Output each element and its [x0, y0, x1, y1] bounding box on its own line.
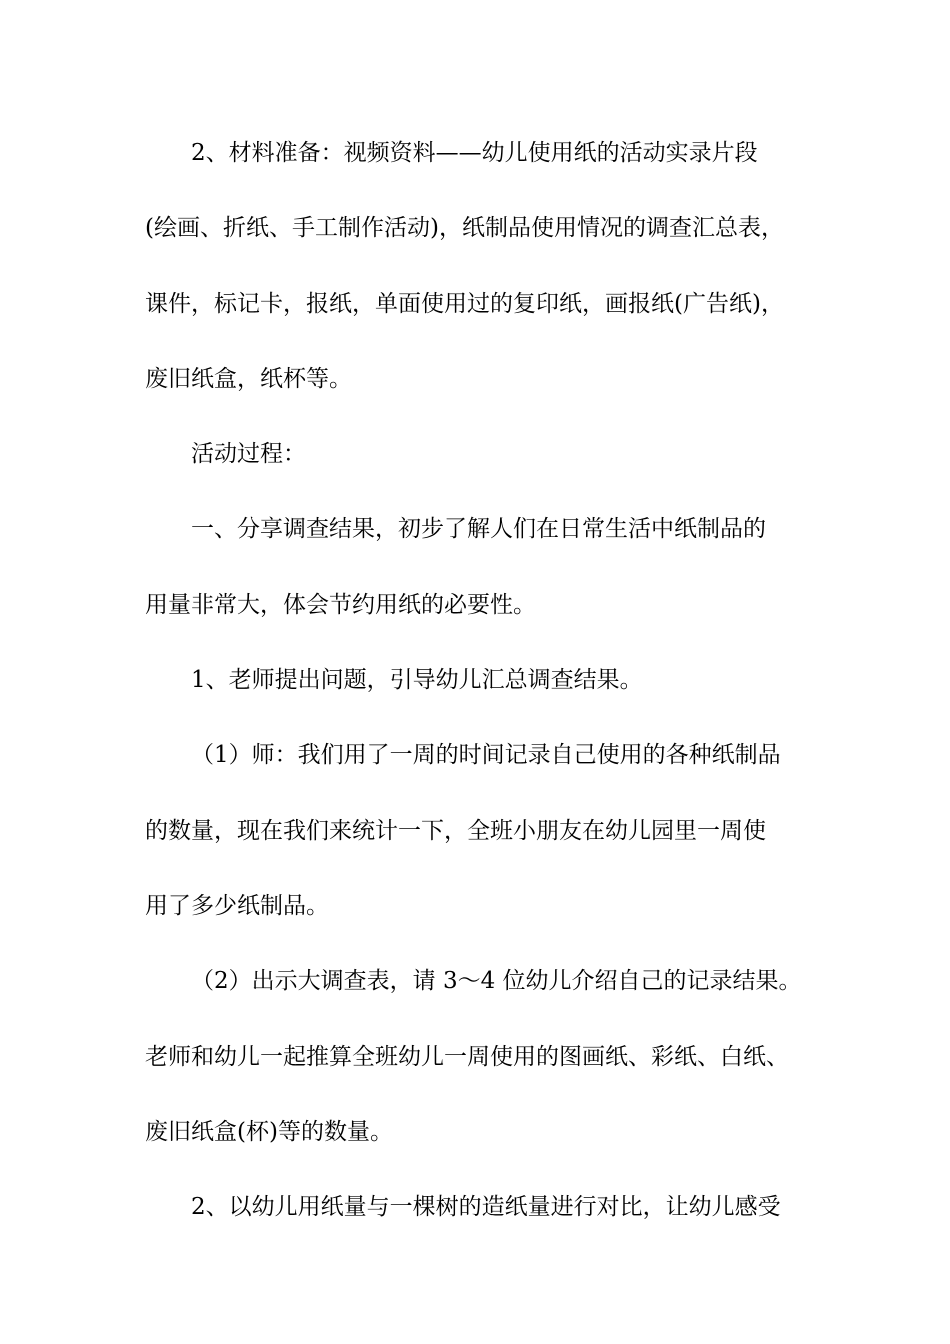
paragraph-line: (绘画、折纸、手工制作活动)，纸制品使用情况的调查汇总表， — [145, 215, 784, 242]
paragraph-line: 一、分享调查结果，初步了解人们在日常生活中纸制品的 — [191, 516, 766, 543]
paragraph-line: （1）师：我们用了一周的时间记录自己使用的各种纸制品 — [191, 742, 781, 769]
paragraph-line: 废旧纸盒，纸杯等。 — [145, 365, 352, 392]
paragraph-line: 老师和幼儿一起推算全班幼儿一周使用的图画纸、彩纸、白纸、 — [145, 1043, 789, 1070]
section-heading: 活动过程： — [191, 441, 306, 468]
paragraph-line: 用量非常大，体会节约用纸的必要性。 — [145, 591, 536, 618]
paragraph-line: 废旧纸盒(杯)等的数量。 — [145, 1118, 393, 1145]
paragraph-line: （2）出示大调查表，请 3～4 位幼儿介绍自己的记录结果。 — [191, 968, 802, 995]
paragraph-line: 1、老师提出问题，引导幼儿汇总调查结果。 — [191, 667, 643, 694]
paragraph-line: 2、以幼儿用纸量与一棵树的造纸量进行对比，让幼儿感受 — [191, 1194, 781, 1221]
document-body — [145, 130, 845, 1259]
paragraph-line: 用了多少纸制品。 — [145, 892, 329, 919]
paragraph-line: 课件，标记卡，报纸，单面使用过的复印纸，画报纸(广告纸)， — [145, 290, 784, 317]
paragraph-line: 的数量，现在我们来统计一下，全班小朋友在幼儿园里一周使 — [145, 817, 766, 844]
paragraph-line: 2、材料准备：视频资料——幼儿使用纸的活动实录片段 — [191, 140, 758, 166]
